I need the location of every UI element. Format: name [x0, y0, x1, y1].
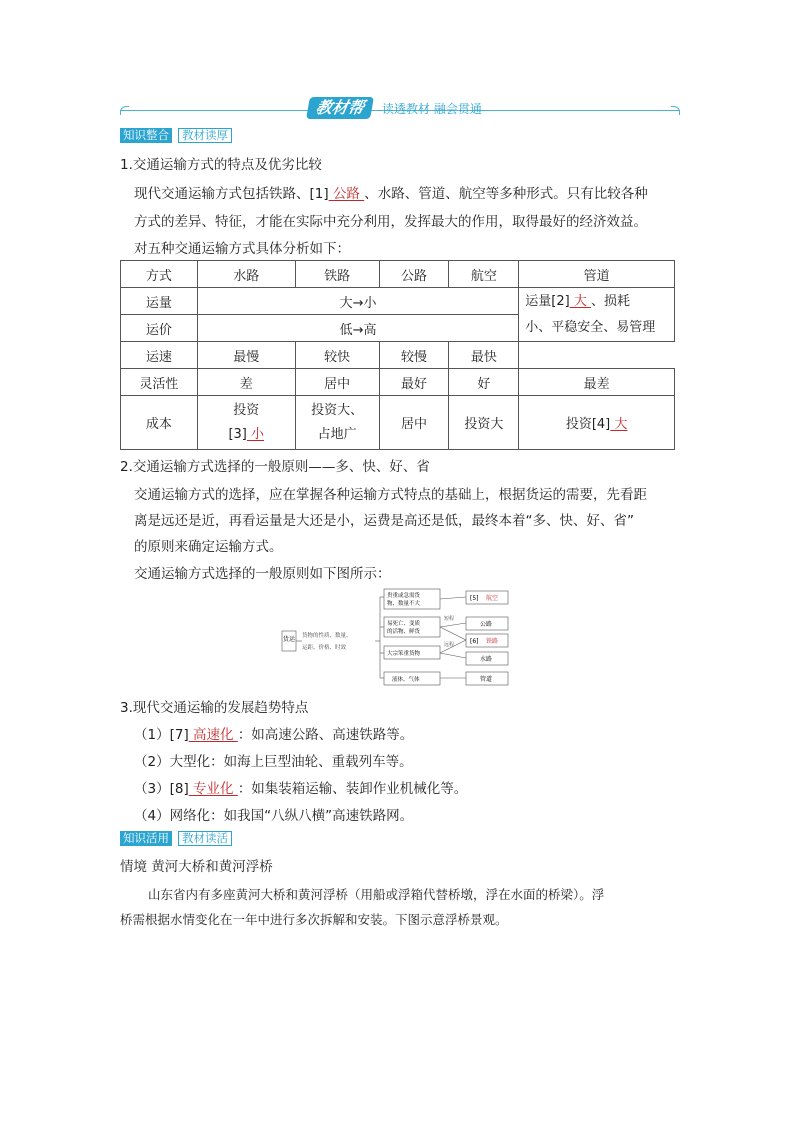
- table-cell: 运价: [121, 315, 198, 342]
- story-line: 桥需根据水情变化在一年中进行多次拆解和安装。下图示意浮桥景观。: [120, 912, 508, 927]
- story-paragraph: [120, 882, 678, 932]
- diagram-cargo: 液体、气体: [392, 677, 420, 683]
- paragraph-line: 离是远还是近，再看运量是大还是小，运费是高还是低，最终本着“多、快、好、省”: [134, 513, 634, 529]
- diagram-cargo: 大宗笨重货物: [387, 651, 421, 657]
- table-cell: 成本: [121, 396, 198, 450]
- answer-text: 专业化: [188, 781, 238, 797]
- table-header: 航空: [449, 261, 519, 288]
- list-item: （1）[7] 高速化 ：如高速公路、高速铁路等。: [134, 727, 414, 743]
- table-cell: 大→小: [197, 288, 518, 315]
- answer-text: 大: [569, 293, 591, 309]
- diagram-blank: [6]: [470, 638, 479, 645]
- diagram-consider: 运距、价格、时效: [302, 645, 347, 651]
- table-cell: 较快: [295, 342, 379, 369]
- answer-text: 高速化: [188, 727, 238, 743]
- table-cell: 居中: [379, 396, 449, 450]
- answer-text: 公路: [328, 186, 365, 202]
- table-cell: 较慢: [379, 342, 449, 369]
- diagram-option: 管道: [480, 676, 493, 683]
- table-header: 方式: [121, 261, 198, 288]
- section-title: 3.现代交通运输的发展趋势特点: [120, 700, 309, 716]
- table-cell: 运量: [121, 288, 198, 315]
- paragraph-line: 交通运输方式选择的一般原则如下图所示：: [134, 566, 391, 582]
- table-cell: 运速: [121, 342, 198, 369]
- text: 现代交通运输方式包括铁路、[1]: [134, 186, 329, 202]
- table-header: 管道: [519, 261, 675, 288]
- text: 、水路、管道、航空等多种形式。只有比较各种: [364, 186, 648, 202]
- table-cell: 最好: [379, 369, 449, 396]
- table-cell: 灵活性: [121, 369, 198, 396]
- section-title: 1.交通运输方式的特点及优劣比较: [120, 157, 322, 173]
- diagram-cargo: 的活物、鲜货: [387, 629, 421, 635]
- transport-choice-diagram: [280, 587, 520, 687]
- table-row: [121, 396, 675, 450]
- section-tag-primary: 知识活用: [120, 831, 172, 846]
- paragraph-line: 对五种交通运输方式具体分析如下：: [134, 241, 350, 257]
- answer-text: 大: [610, 417, 628, 432]
- table-cell: 好: [449, 369, 519, 396]
- header-badge: 教材帮: [306, 97, 374, 119]
- paragraph-line: 交通运输方式的选择，应在掌握各种运输方式特点的基础上，根据货运的需要，先看距: [134, 487, 647, 503]
- diagram-long: 远程: [444, 642, 455, 648]
- list-item: （2）大型化：如海上巨型油轮、重载列车等。: [134, 754, 413, 770]
- diagram-option: 水路: [480, 656, 493, 663]
- table-cell: 投资 [3] 小: [197, 396, 295, 450]
- diagram-blank: [5]: [470, 595, 479, 602]
- table-cell: 投资[4] 大: [519, 396, 675, 450]
- diagram-cargo: 物、数量不大: [387, 601, 421, 607]
- table-header: 公路: [379, 261, 449, 288]
- table-cell: 差: [197, 369, 295, 396]
- diagram-short: 短程: [444, 616, 455, 622]
- list-item: （3）[8] 专业化 ：如集装箱运输、装卸作业机械化等。: [134, 781, 468, 797]
- section-tag-primary: 知识整合: [120, 128, 172, 143]
- diagram-answer: 航空: [486, 595, 499, 602]
- diagram-consider: 货物的性质、数量、: [302, 633, 352, 639]
- diagram-cargo: 贵重或急需货: [387, 593, 421, 599]
- comparison-table: [120, 260, 675, 450]
- table-row: [121, 342, 675, 369]
- paragraph-line: [134, 182, 648, 202]
- table-cell: 最差: [519, 369, 675, 396]
- table-cell: 投资大、 占地广: [295, 396, 379, 450]
- diagram-cargo: 易死亡、变质: [387, 621, 421, 627]
- table-header-row: [121, 261, 675, 288]
- header-subtitle: 读透教材 融会贯通: [382, 102, 482, 116]
- section-tag-secondary: 教材读厚: [178, 128, 232, 143]
- table-cell: 投资大: [449, 396, 519, 450]
- section-tag-secondary: 教材读活: [178, 831, 232, 846]
- table-row: [121, 288, 675, 315]
- table-header: 水路: [197, 261, 295, 288]
- table-cell-pipe: 运量[2] 大 、损耗 小、平稳安全、易管理: [519, 288, 675, 342]
- table-row: [121, 369, 675, 396]
- table-cell: 最快: [449, 342, 519, 369]
- paragraph-line: 的原则来确定运输方式。: [134, 539, 283, 555]
- answer-text: 小: [246, 426, 265, 442]
- table-cell: 居中: [295, 369, 379, 396]
- paragraph-line: 方式的差异、特征，才能在实际中充分利用，发挥最大的作用，取得最好的经济效益。: [134, 214, 647, 230]
- table-cell: 最慢: [197, 342, 295, 369]
- table-header: 铁路: [295, 261, 379, 288]
- list-item: （4）网络化：如我国“八纵八横”高速铁路网。: [134, 808, 414, 824]
- section-title: 情境 黄河大桥和黄河浮桥: [120, 859, 273, 875]
- diagram-option: 公路: [480, 621, 493, 628]
- diagram-root: 货运: [283, 636, 296, 643]
- table-cell: 低→高: [197, 315, 518, 342]
- story-line: 山东省内有多座黄河大桥和黄河浮桥（用船或浮箱代替桥墩，浮在水面的桥梁）。浮: [148, 887, 605, 902]
- diagram-answer: 铁路: [486, 638, 499, 645]
- section-title: 2.交通运输方式选择的一般原则——多、快、好、省: [120, 459, 430, 475]
